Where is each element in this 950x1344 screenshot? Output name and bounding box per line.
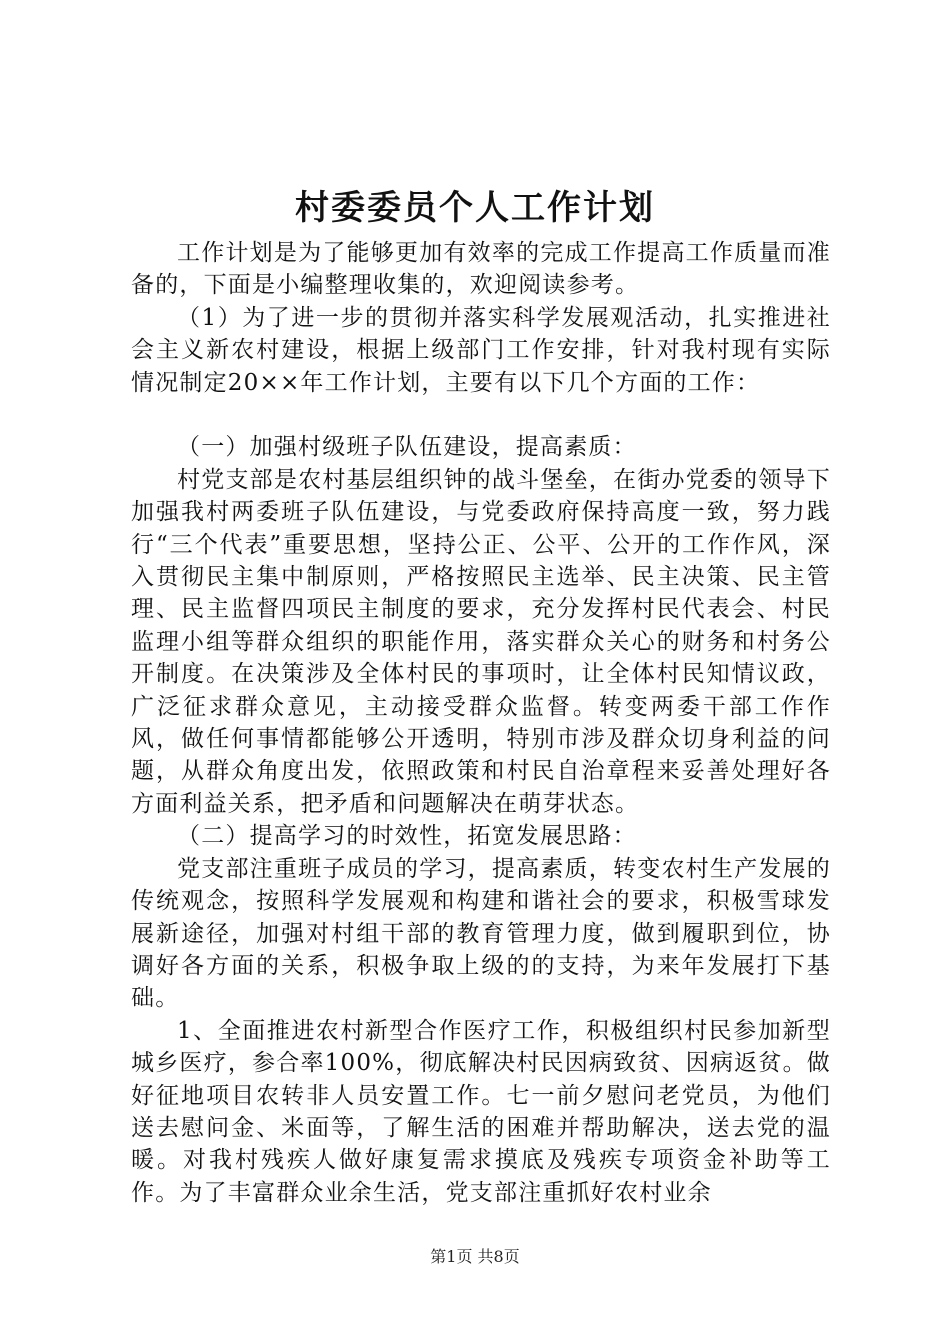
paragraph-intro: 工作计划是为了能够更加有效率的完成工作提高工作质量而准备的，下面是小编整理收集的，欢迎阅读参考。: [131, 240, 831, 299]
paragraph-learning: 党支部注重班子成员的学习，提高素质，转变农村生产发展的传统观念，按照科学发展观和构建和谐社会的要求，积极雪球发展新途径，加强对村组干部的教育管理力度，做到履职到位，协调好各方面的关系，积极争取上级的的支持，为来年发展打下基础。: [131, 855, 831, 1012]
section-heading-2: （二）提高学习的时效性，拓宽发展思路：: [177, 823, 637, 850]
paragraph-plan-overview: （1）为了进一步的贯彻并落实科学发展观活动，扎实推进社会主义新农村建设，根据上级部门工作安排，针对我村现有实际情况制定20××年工作计划，主要有以下几个方面的工作：: [131, 304, 831, 396]
section-heading-1: （一）加强村级班子队伍建设，提高素质：: [177, 434, 637, 461]
document-body: [131, 237, 831, 1209]
paragraph-team-building: 村党支部是农村基层组织钟的战斗堡垒，在街办党委的领导下加强我村两委班子队伍建设，与党委政府保持高度一致，努力践行“三个代表”重要思想，坚持公正、公平、公开的工作作风，深入贯彻民主集中制原则，严格按照民主选举、民主决策、民主管理、民主监督四项民主制度的要求，充分发挥村民代表会、村民监理小组等群众组织的职能作用，落实群众关心的财务和村务公开制度。在决策涉及全体村民的事项时，让全体村民知情议政，广泛征求群众意见，主动接受群众监督。转变两委干部工作作风，做任何事情都能够公开透明，特别市涉及群众切身利益的问题，从群众角度出发，依照政策和村民自治章程来妥善处理好各方面利益关系，把矛盾和问题解决在萌芽状态。: [131, 466, 831, 817]
page-footer: 第1页 共8页: [430, 1247, 520, 1266]
paragraph-item-1: 1、全面推进农村新型合作医疗工作，积极组织村民参加新型城乡医疗，参合率100%，彻底解决村民因病致贫、因病返贫。做好征地项目农转非人员安置工作。七一前夕慰问老党员，为他们送去慰问金、米面等，了解生活的困难并帮助解决，送去党的温暖。对我村残疾人做好康复需求摸底及残疾专项资金补助等工作。为了丰富群众业余生活，党支部注重抓好农村业余: [131, 1017, 831, 1206]
document-title: 村委委员个人工作计划: [295, 188, 655, 228]
